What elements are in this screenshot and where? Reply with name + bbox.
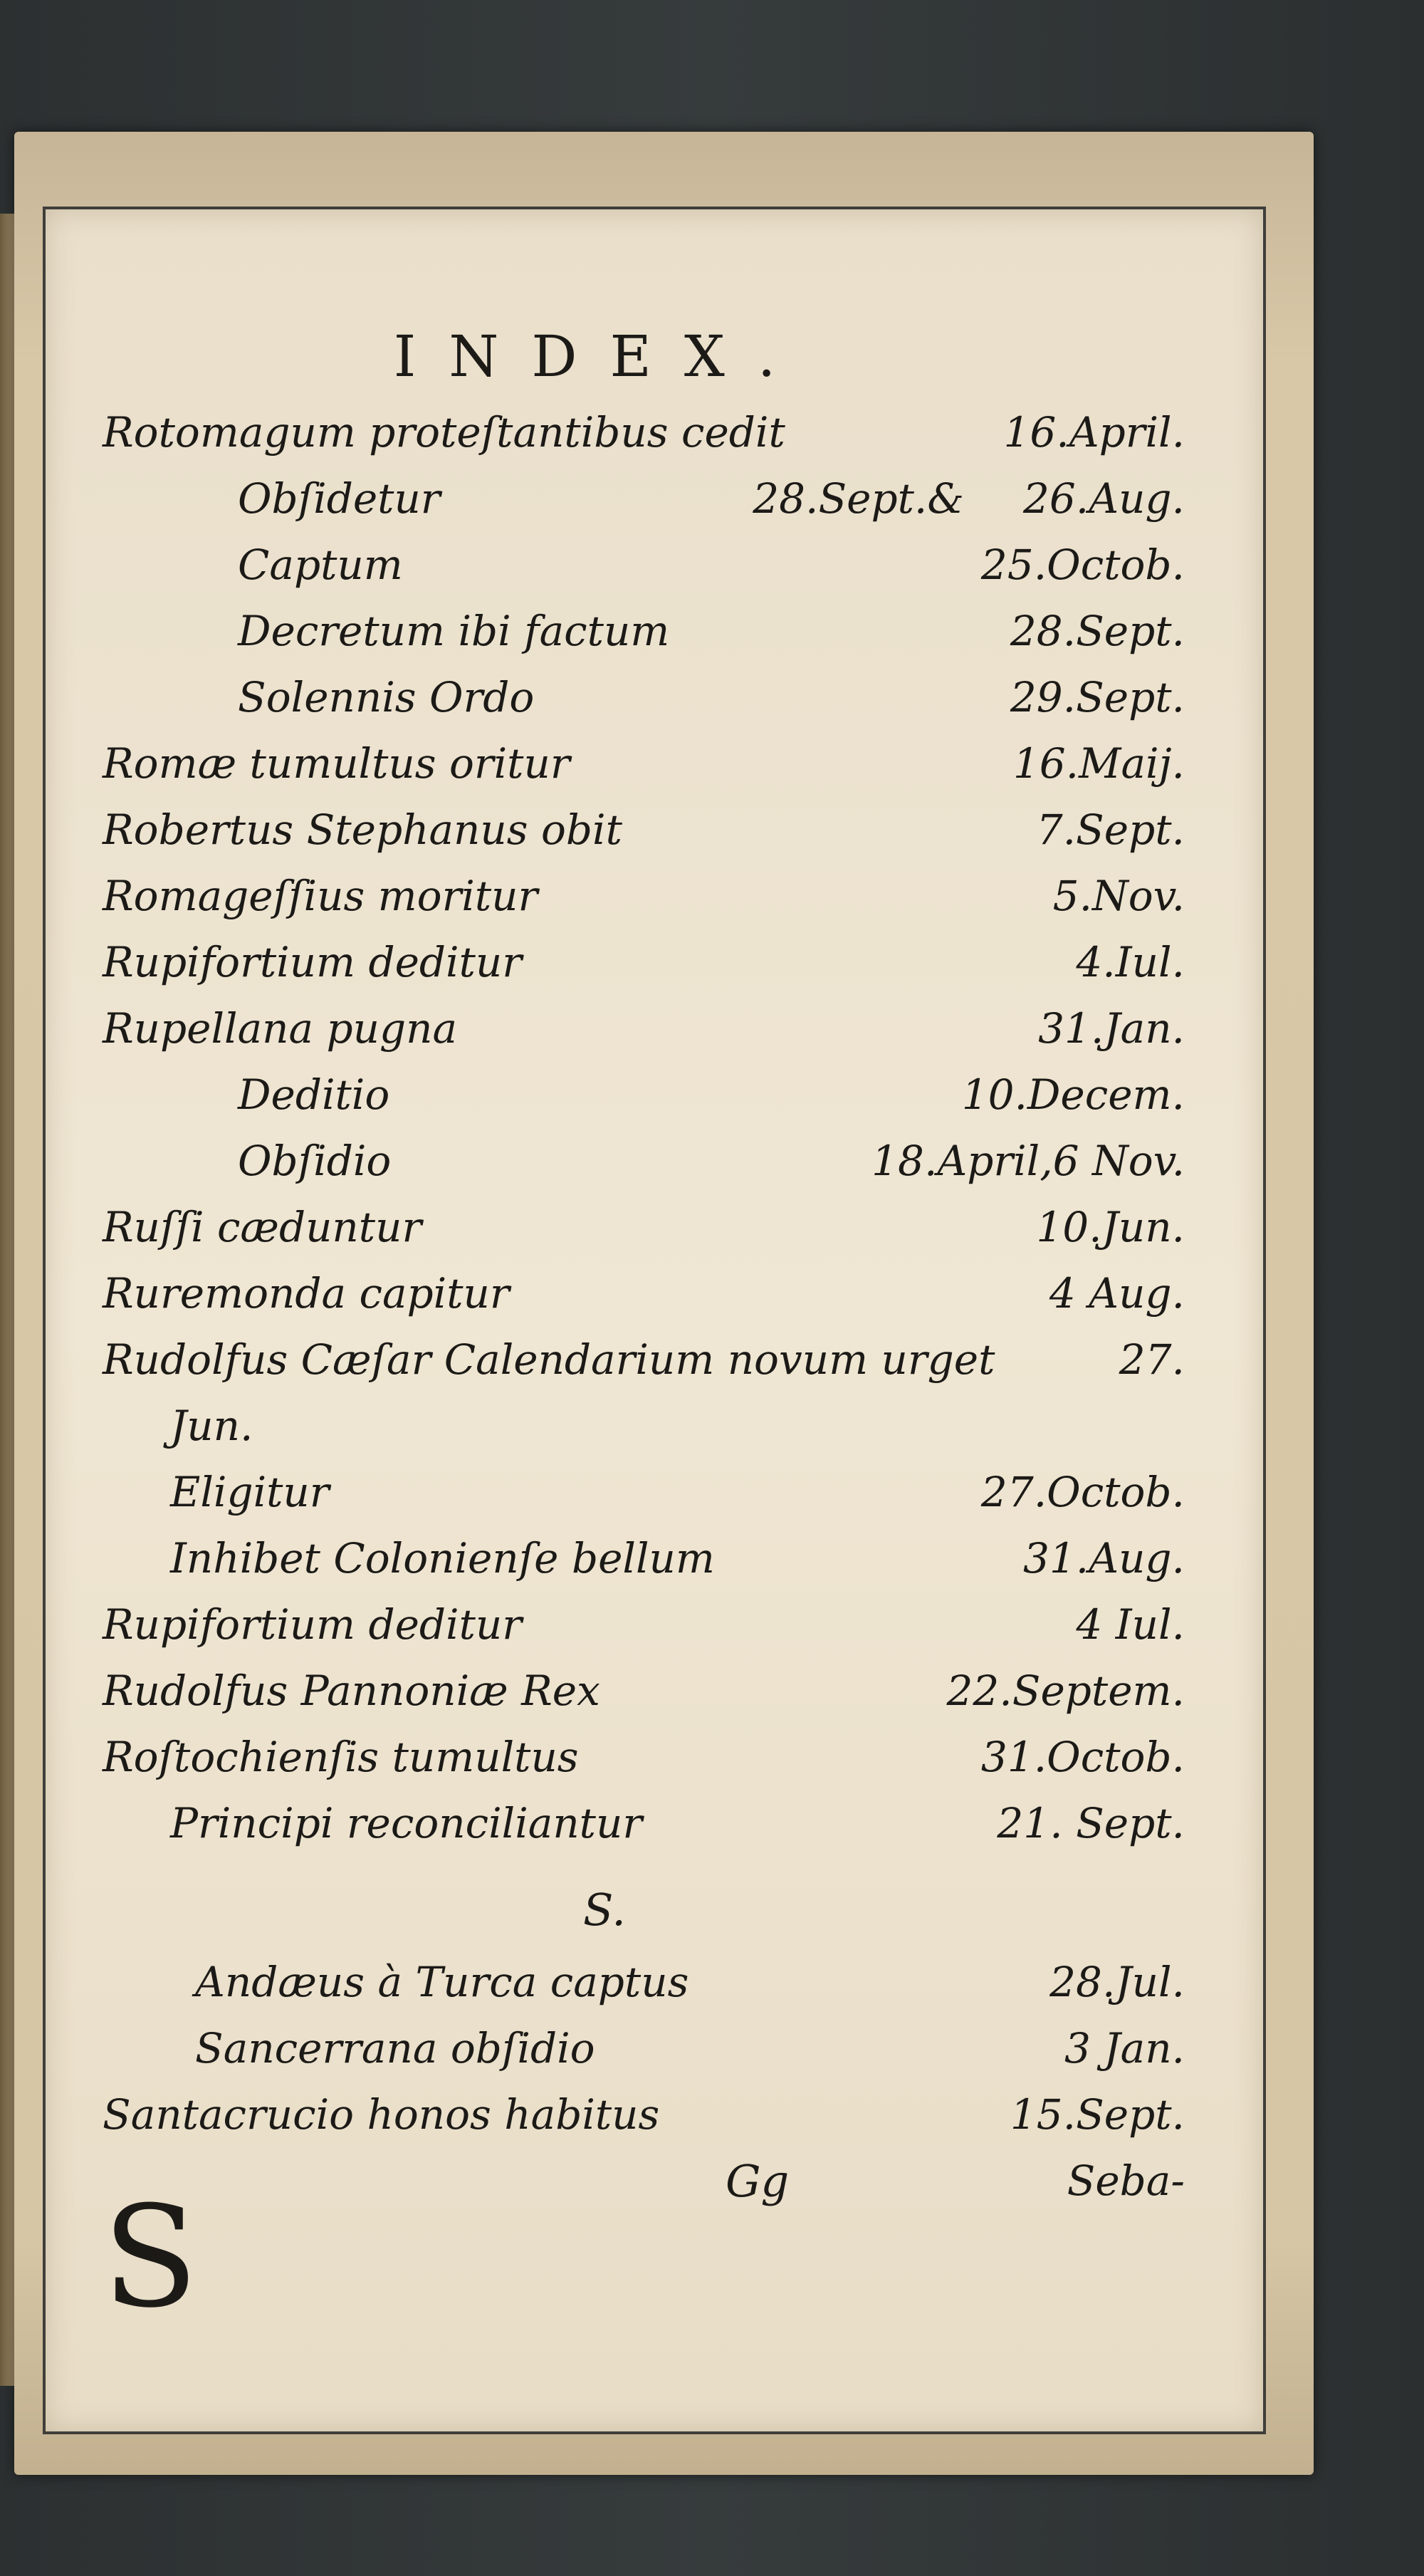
- page-footer: [103, 2148, 1185, 2214]
- entry-label: Rupifortium deditur: [103, 938, 522, 986]
- index-entry: [103, 929, 1185, 996]
- index-entry: [103, 2016, 1185, 2082]
- index-entry: [103, 1327, 1185, 1393]
- entry-label: Rotomagum proteſtantibus cedit: [103, 408, 785, 457]
- entry-date: 29.Sept.: [1010, 673, 1185, 721]
- index-entry: [103, 1194, 1185, 1261]
- entry-label: Eligitur: [170, 1468, 330, 1516]
- entry-label: Roſtochienſis tumultus: [103, 1733, 579, 1781]
- index-entry: [103, 1459, 1185, 1526]
- entry-label: Principi reconciliantur: [170, 1799, 643, 1847]
- index-entry: [103, 863, 1185, 929]
- entry-label: Romageſſius moritur: [103, 872, 538, 920]
- entry-date: 31.Aug.: [1022, 1534, 1185, 1582]
- catchword: Seba-: [1067, 2157, 1185, 2205]
- index-entry: [103, 1724, 1185, 1790]
- index-entry: [103, 1062, 1185, 1128]
- entry-date: 28.Jul.: [1049, 1958, 1185, 2006]
- entry-date: 15.Sept.: [1010, 2090, 1185, 2139]
- entry-label: Ruremonda capitur: [103, 1269, 510, 1318]
- index-entry: [103, 1790, 1185, 1857]
- entry-label: Inhibet Colonienſe bellum: [170, 1534, 715, 1582]
- entry-label: Rupellana pugna: [103, 1004, 458, 1053]
- entry-label: Rudolfus Cæſar Calendarium novum urget: [103, 1335, 995, 1384]
- index-entry: [103, 400, 1185, 466]
- entry-label: Solennis Ordo: [238, 673, 535, 721]
- index-entry-continuation: [103, 1393, 1185, 1459]
- index-content: [103, 323, 1185, 2339]
- entry-label: Deditio: [238, 1070, 390, 1119]
- entry-date: 21. Sept.: [997, 1799, 1185, 1847]
- entry-date: 16.Maij.: [1012, 739, 1185, 788]
- entry-date: 7.Sept.: [1036, 805, 1185, 854]
- entry-date: 4.Iul.: [1076, 938, 1185, 986]
- entry-date: 31.Jan.: [1038, 1004, 1185, 1053]
- entry-date: 18.April,6 Nov.: [871, 1137, 1185, 1185]
- entry-label: Andæus à Turca captus: [195, 1958, 689, 2006]
- entry-date: 10.Jun.: [1036, 1203, 1185, 1251]
- index-entry: [103, 2082, 1185, 2148]
- index-entry: [103, 1128, 1185, 1194]
- entry-date: 16.April.: [1003, 408, 1185, 457]
- section-heading: S.: [583, 1884, 626, 1936]
- index-entry: [103, 598, 1185, 664]
- entry-label: Santacrucio honos habitus: [103, 2090, 660, 2139]
- entry-date: 25.Octob.: [980, 541, 1185, 589]
- entry-date: 28.Sept.: [1010, 607, 1185, 655]
- page-header: INDEX.: [393, 323, 809, 390]
- entry-date: 26.Aug.: [1022, 474, 1185, 523]
- entry-date-secondary: 28.Sept.&: [753, 474, 964, 523]
- entry-date: 27.Octob.: [980, 1468, 1185, 1516]
- index-entry: [103, 996, 1185, 1062]
- entry-label: Robertus Stephanus obit: [103, 805, 622, 854]
- entry-date: 10.Decem.: [961, 1070, 1185, 1119]
- entry-label: Rupifortium deditur: [103, 1600, 522, 1649]
- entry-date: 3 Jan.: [1064, 2024, 1185, 2072]
- entry-date: 5.Nov.: [1052, 872, 1185, 920]
- entry-date: 31.Octob.: [980, 1733, 1185, 1781]
- entry-label: Romæ tumultus oritur: [103, 739, 570, 788]
- index-entry: [103, 1526, 1185, 1592]
- index-entry: [103, 1592, 1185, 1658]
- index-entry: [103, 797, 1185, 863]
- entry-label: Jun.: [170, 1402, 253, 1450]
- signature-mark: Gg: [726, 2155, 790, 2207]
- entry-date: 27.: [1119, 1335, 1185, 1384]
- entry-label: Decretum ibi factum: [238, 607, 670, 655]
- entry-label: Rudolfus Pannoniæ Rex: [103, 1667, 600, 1715]
- index-entry: [103, 466, 1185, 532]
- drop-capital: S: [103, 2176, 199, 2339]
- entry-label: Obſidio: [238, 1137, 392, 1185]
- entry-date: 4 Aug.: [1049, 1269, 1185, 1318]
- entry-date: 22.Septem.: [946, 1667, 1185, 1715]
- entry-label: Obſidetur: [238, 474, 441, 523]
- index-entry: [103, 664, 1185, 731]
- index-entry: [103, 731, 1185, 797]
- entry-label: Sancerrana obſidio: [195, 2024, 595, 2072]
- index-entry: [103, 532, 1185, 598]
- entry-label: Ruſſi cæduntur: [103, 1203, 422, 1251]
- index-entry: [103, 1658, 1185, 1724]
- page: [43, 207, 1266, 2434]
- index-entry: [103, 1261, 1185, 1327]
- index-entry: [103, 1949, 1185, 2016]
- entry-date: 4 Iul.: [1076, 1600, 1185, 1649]
- entry-label: Captum: [238, 541, 403, 589]
